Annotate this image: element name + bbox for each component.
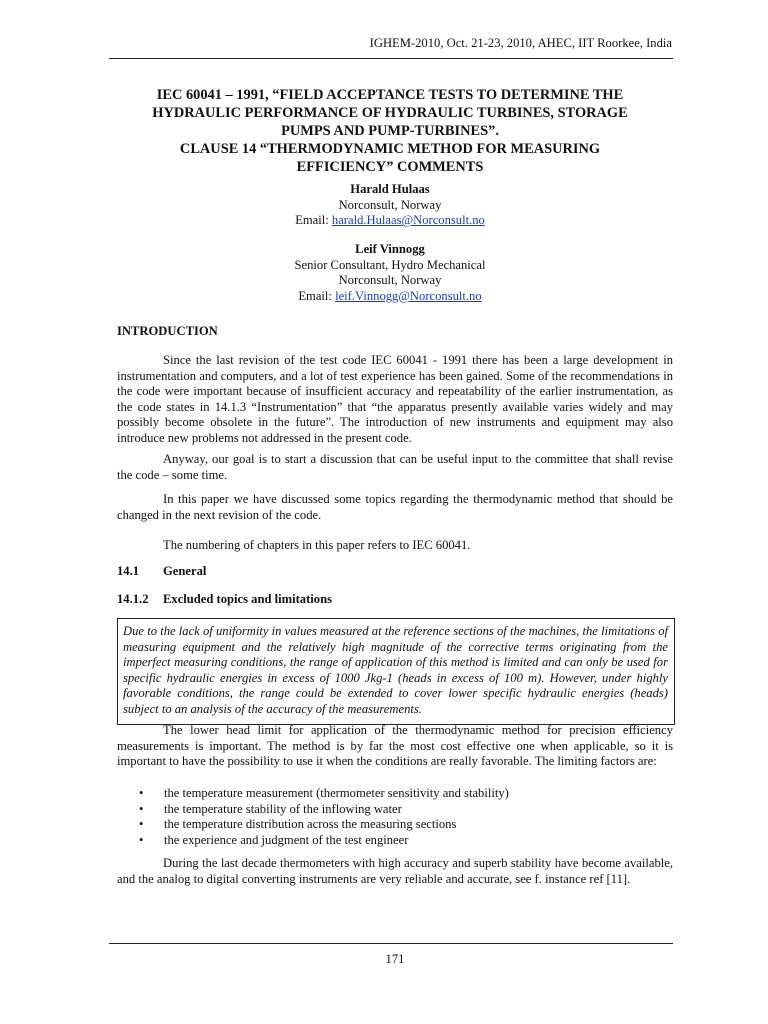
author-block-2 [110, 242, 670, 304]
list-item-text: the temperature distribution across the measuring sections [164, 817, 457, 831]
intro-paragraph-2: Anyway, our goal is to start a discussion that can be useful input to the committee that shall revise the code – some time. [117, 452, 673, 482]
email-label: Email: [298, 288, 336, 303]
paper-title [110, 86, 670, 176]
bullet-icon: • [139, 801, 144, 816]
email-label: Email: [295, 213, 332, 228]
bullet-icon: • [139, 817, 144, 831]
section-heading-14-1-2 [117, 592, 673, 608]
author-email-line [110, 213, 670, 229]
section-number: 14.1.2 [117, 592, 149, 606]
author-block-1 [110, 182, 670, 229]
list-item-text: the temperature measurement (thermometer sensitivity and stability) [164, 786, 509, 800]
list-item [139, 817, 659, 833]
author-affiliation: Norconsult, Norway [338, 273, 442, 288]
author-email-line [110, 289, 670, 305]
intro-paragraph-4: The numbering of chapters in this paper refers to IEC 60041. [163, 538, 471, 552]
list-item [139, 802, 659, 818]
title-line-4: CLAUSE 14 “THERMODYNAMIC METHOD FOR MEASURING [179, 141, 601, 157]
thermometers-paragraph: During the last decade thermometers with high accuracy and superb stability have become available, and the analog to digital converting instruments are very reliable and accurate, see f. instance ref [11]. [117, 856, 673, 886]
list-item [139, 786, 659, 802]
bullet-icon: • [139, 832, 144, 847]
introduction-heading: INTRODUCTION [117, 324, 218, 338]
header-rule [109, 58, 673, 59]
bullet-icon: • [139, 786, 144, 800]
running-header: IGHEM-2010, Oct. 21-23, 2010, AHEC, IIT Roorkee, India [369, 36, 672, 50]
author-affiliation: Norconsult, Norway [338, 197, 442, 212]
section-title: Excluded topics and limitations [163, 592, 332, 606]
author-email-link[interactable]: harald.Hulaas@Norconsult.no [331, 213, 485, 228]
head-limit-paragraph: The lower head limit for application of the thermodynamic method for precision efficiency measurements is important. The method is by far the most cost effective one when applicable, so it is important to have the possibility to use it when the conditions are really favorable. The limiting factors are: [117, 723, 673, 769]
title-line-3: PUMPS AND PUMP-TURBINES”. [281, 123, 499, 139]
intro-paragraph-1: Since the last revision of the test code IEC 60041 - 1991 there has been a large development in instrumentation and computers, and a lot of test experience has been gained. Some of the recommendations in the code were important because of insufficient accuracy and repeatability of the earlier instrumentation, as the code states in 14.1.3 “Instrumentation” that “the apparatus presently available varies widely and may possibly become obsolete in the future”. The introduction of new instruments and equipment may also introduce new problems not addressed in the present code. [117, 353, 673, 445]
intro-paragraph-3: In this paper we have discussed some topics regarding the thermodynamic method that should be changed in the next revision of the code. [117, 492, 673, 522]
page-number: 171 [385, 952, 405, 966]
title-line-2: HYDRAULIC PERFORMANCE OF HYDRAULIC TURBINES, STORAGE [152, 105, 628, 121]
author-email-link[interactable]: leif.Vinnogg@Norconsult.no [335, 288, 482, 303]
author-role: Senior Consultant, Hydro Mechanical [294, 257, 486, 272]
title-line-5: EFFICIENCY” COMMENTS [296, 159, 484, 175]
list-item-text: the temperature stability of the inflowing water [164, 801, 402, 816]
quoted-code-box: Due to the lack of uniformity in values measured at the reference sections of the machines, the limitations of measuring equipment and the relatively high magnitude of the corrective terms originating from the imperfect measuring conditions, the range of application of this method is limited and can only be used for specific hydraulic energies in excess of 1000 Jkg-1 (heads in excess of 100 m). However, under highly favorable conditions, the range could be extended to cover lower specific hydraulic energies (heads) subject to an analysis of the accuracy of the measurements. [117, 618, 675, 725]
section-title: General [163, 564, 207, 578]
footer-rule [109, 943, 673, 944]
author-name: Leif Vinnogg [355, 242, 425, 256]
author-name: Harald Hulaas [350, 182, 430, 196]
list-item [139, 833, 659, 849]
section-heading-14-1 [117, 564, 673, 580]
section-number: 14.1 [117, 564, 140, 578]
title-line-1: IEC 60041 – 1991, “FIELD ACCEPTANCE TESTS TO DETERMINE THE [156, 87, 624, 103]
list-item-text: the experience and judgment of the test engineer [164, 832, 409, 847]
limiting-factors-list [139, 786, 659, 848]
